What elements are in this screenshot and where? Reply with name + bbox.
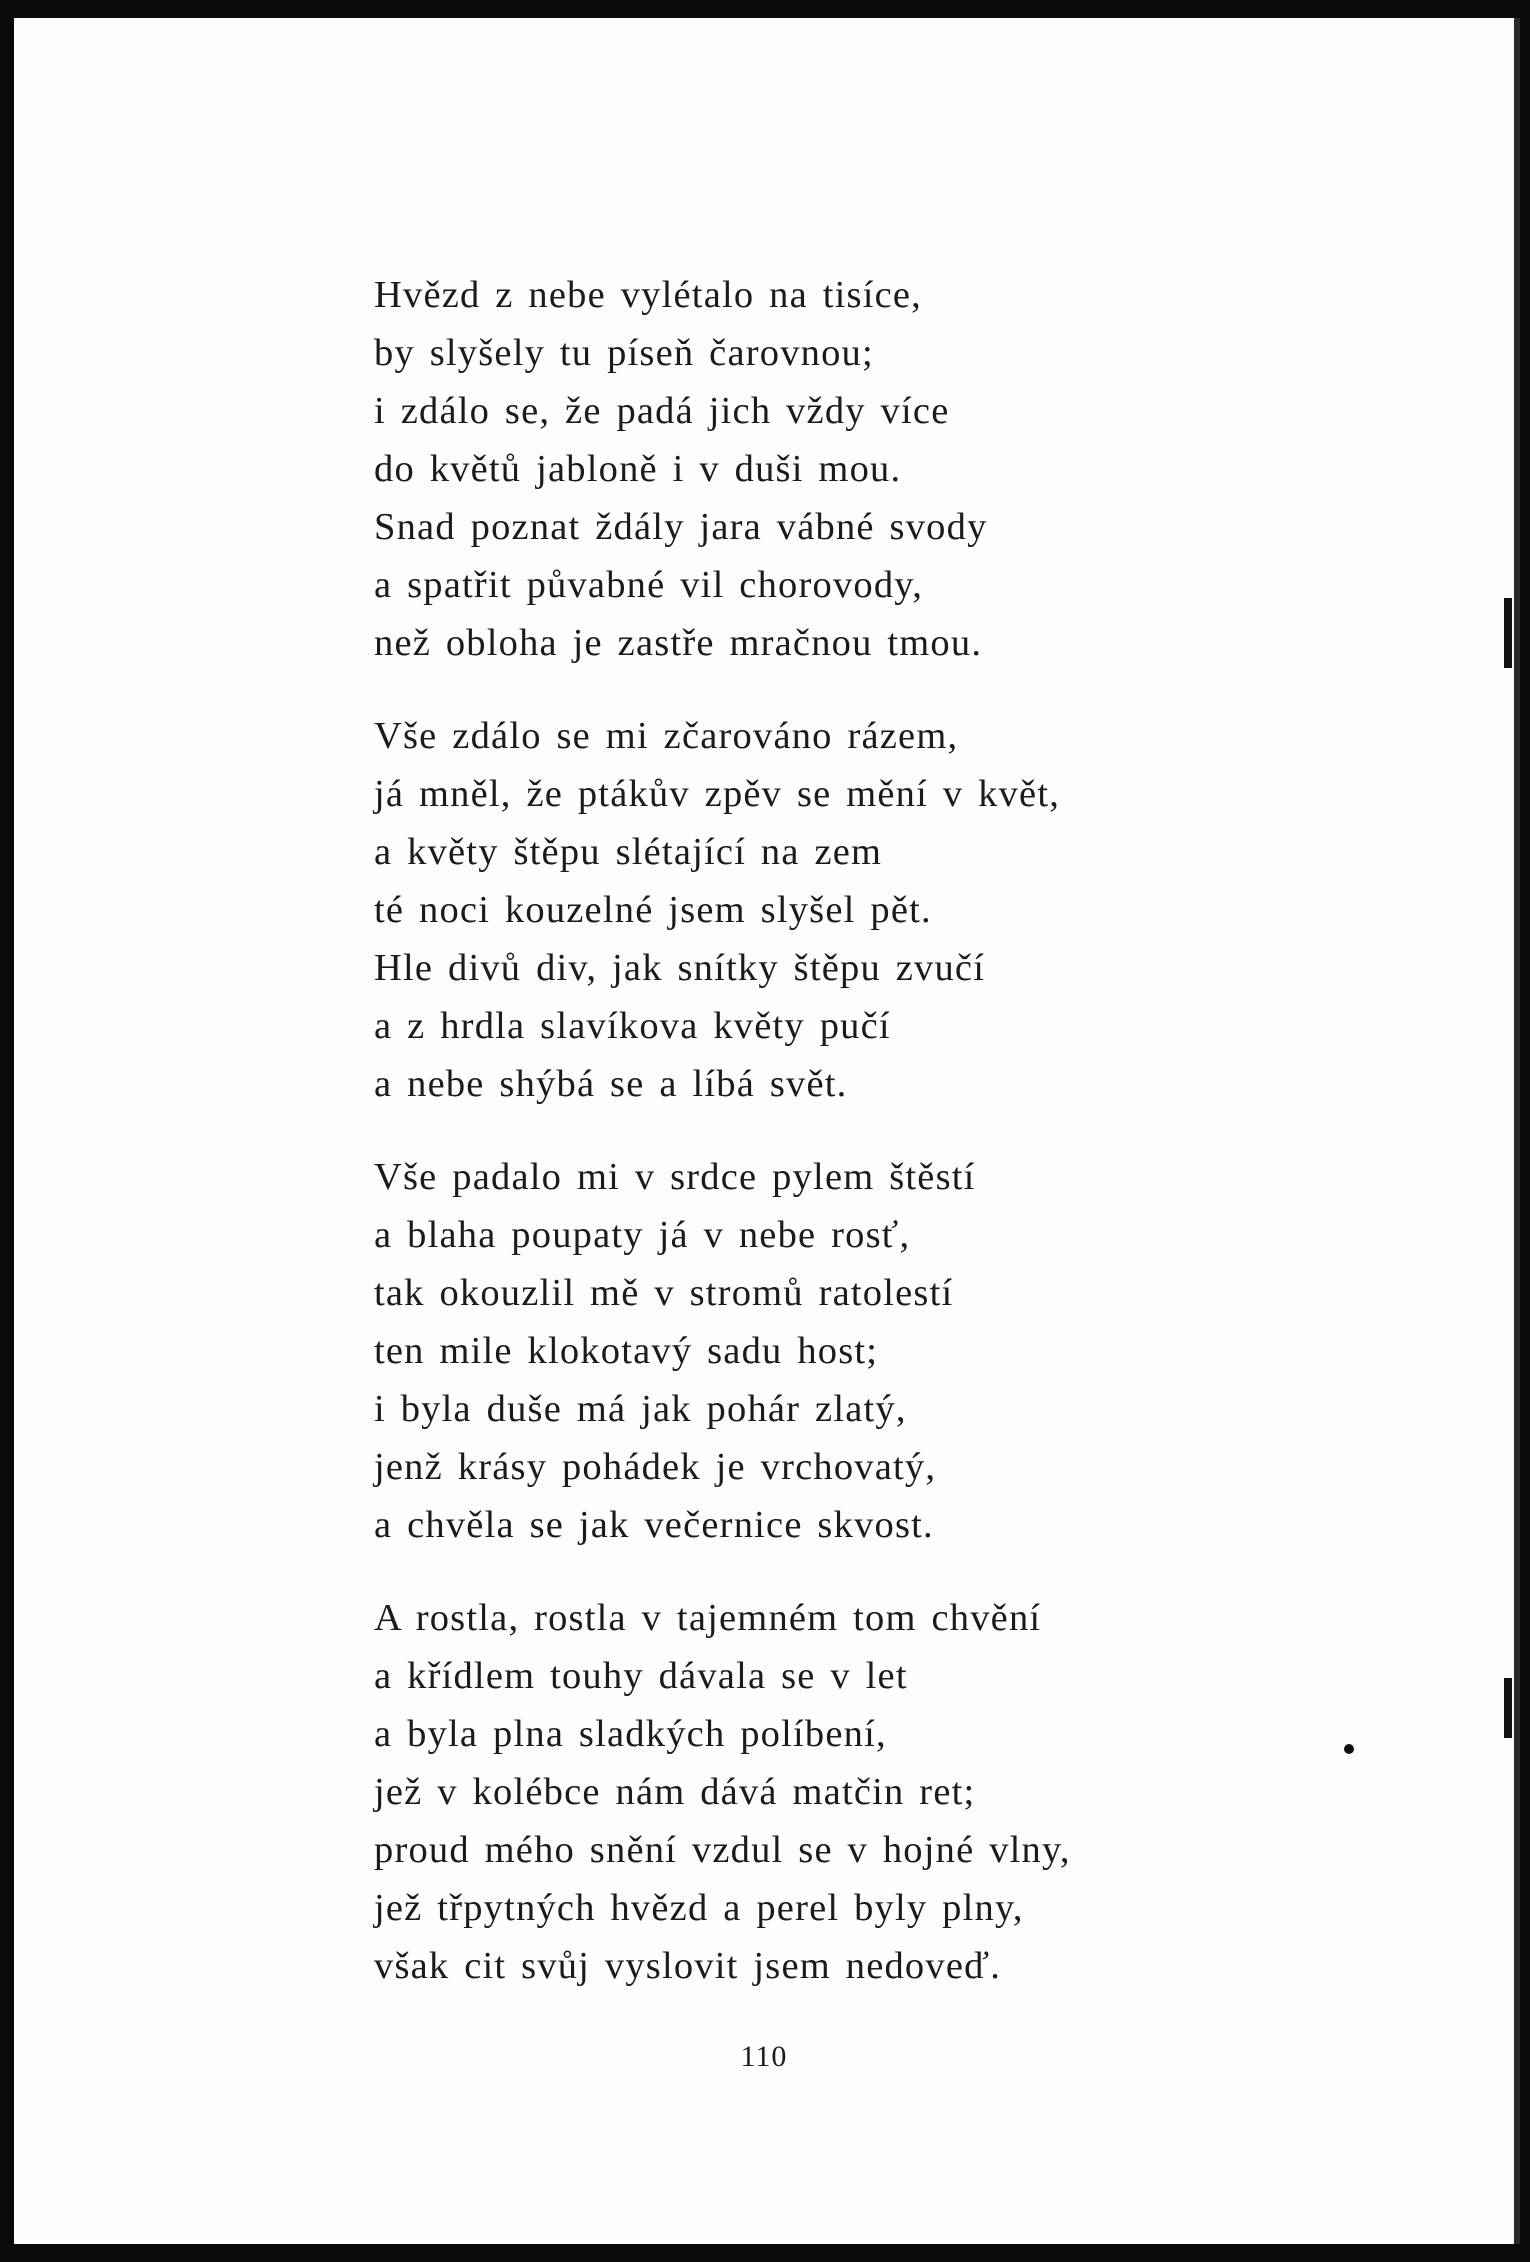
poem	[374, 266, 1071, 2030]
poem-line: a křídlem touhy dávala se v let	[374, 1655, 908, 1697]
poem-line: a blaha poupaty já v nebe rosť,	[374, 1214, 911, 1256]
poem-line: a z hrdla slavíkova květy pučí	[374, 1005, 891, 1047]
poem-line: by slyšely tu píseň čarovnou;	[374, 332, 874, 374]
poem-line: té noci kouzelné jsem slyšel pět.	[374, 889, 932, 931]
poem-line: proud mého snění vzdul se v hojné vlny,	[374, 1829, 1071, 1871]
binding-edge-mark-top	[1504, 598, 1512, 668]
poem-line: jež v kolébce nám dává matčin ret;	[374, 1771, 976, 1813]
poem-line: a spatřit půvabné vil chorovody,	[374, 564, 924, 606]
book-page	[14, 18, 1520, 2244]
poem-line: a byla plna sladkých políbení,	[374, 1713, 887, 1755]
poem-line: Vše zdálo se mi zčarováno rázem,	[374, 715, 959, 757]
stanza-4	[374, 1589, 1071, 1995]
poem-line: do květů jabloně i v duši mou.	[374, 448, 902, 490]
poem-line: já mněl, že ptákův zpěv se mění v květ,	[374, 773, 1061, 815]
poem-line: ten mile klokotavý sadu host;	[374, 1330, 879, 1372]
poem-line: Vše padalo mi v srdce pylem štěstí	[374, 1156, 976, 1198]
poem-line: a nebe shýbá se a líbá svět.	[374, 1063, 848, 1105]
page-number: 110	[740, 2040, 788, 2073]
poem-line: i zdálo se, že padá jich vždy více	[374, 390, 950, 432]
stanza-1	[374, 266, 1071, 672]
poem-line: Hle divů div, jak snítky štěpu zvučí	[374, 947, 986, 989]
poem-line: A rostla, rostla v tajemném tom chvění	[374, 1597, 1042, 1639]
poem-line: Hvězd z nebe vylétalo na tisíce,	[374, 274, 922, 316]
poem-line: jenž krásy pohádek je vrchovatý,	[374, 1446, 937, 1488]
poem-line: a chvěla se jak večernice skvost.	[374, 1504, 934, 1546]
poem-line: Snad poznat ždály jara vábné svody	[374, 506, 988, 548]
ink-speck	[1344, 1744, 1354, 1754]
poem-line: tak okouzlil mě v stromů ratolestí	[374, 1272, 954, 1314]
poem-line: a květy štěpu slétající na zem	[374, 831, 883, 873]
binding-edge-mark-bottom	[1504, 1678, 1512, 1738]
poem-line: i byla duše má jak pohár zlatý,	[374, 1388, 907, 1430]
poem-line: jež třpytných hvězd a perel byly plny,	[374, 1887, 1024, 1929]
poem-line: však cit svůj vyslovit jsem nedoveď.	[374, 1945, 1002, 1987]
stanza-2	[374, 707, 1071, 1113]
stanza-3	[374, 1148, 1071, 1554]
poem-line: než obloha je zastře mračnou tmou.	[374, 622, 983, 664]
